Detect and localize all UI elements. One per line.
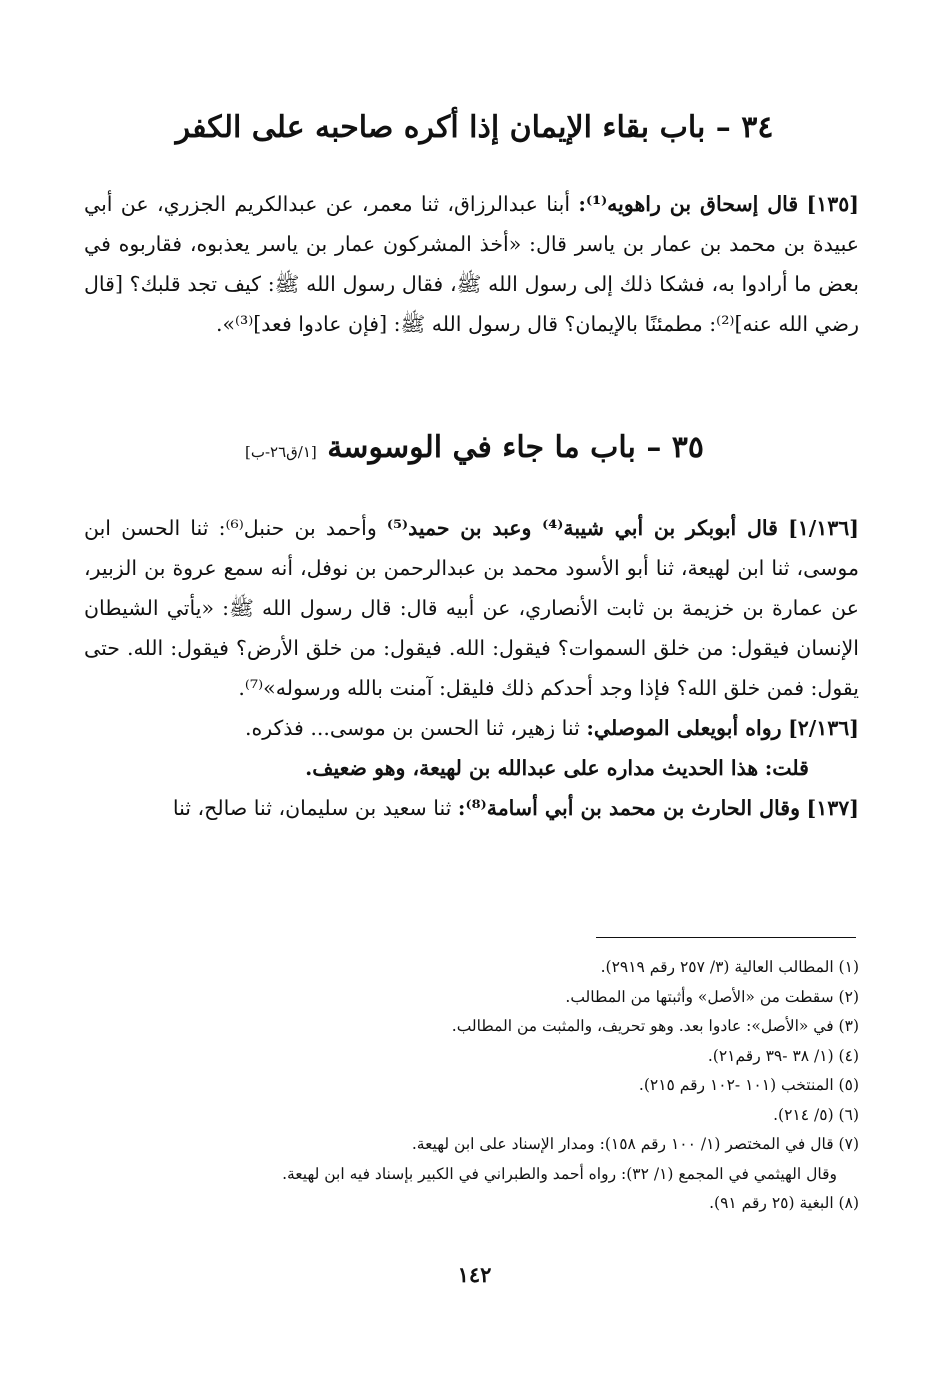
author-note-lead: قلت: <box>764 756 809 780</box>
hadith-136-2-narrator: رواه أبويعلى الموصلي: <box>586 716 782 740</box>
section-35-title: ٣٥ – باب ما جاء في الوسوسة <box>327 430 705 465</box>
hadith-137-text: ثنا سعيد بن سليمان، ثنا صالح، ثنا <box>172 796 452 820</box>
footnote-2: (٢) سقطت من «الأصل» وأثبتها من المطالب. <box>565 987 859 1006</box>
hadith-136-2 <box>84 708 859 748</box>
hadith-137 <box>84 788 859 828</box>
footnote-7: (٧) قال في المختصر (١/ ١٠٠ رقم ١٥٨): ومدار الإسناد على ابن لهيعة. <box>411 1135 859 1153</box>
hadith-136-1 <box>84 508 859 708</box>
hadith-137-narrator: وقال الحارث بن محمد بن أبي أسامة⁽⁸⁾: <box>457 796 801 820</box>
manuscript-folio-ref: [١/ق٢٦-ب] <box>244 443 317 461</box>
hadith-137-number: [١٣٧] <box>806 796 859 820</box>
footnote-5: (٥) المنتخب (١٠١ -١٠٢ رقم ٢١٥). <box>638 1076 859 1094</box>
hadith-135-number: [١٣٥] <box>806 192 859 216</box>
hadith-135 <box>84 184 859 344</box>
footnote-8: (٨) البغية (٢٥ رقم ٩١). <box>709 1194 859 1212</box>
hadith-136-1-text: وأحمد بن حنبل⁽⁶⁾: ثنا الحسن ابن موسى، ثنا ابن لهيعة، ثنا أبو الأسود محمد بن عبدالرحمن بن نوفل، أنه سمع عروة بن الزبير، عن عمارة بن خزيمة بن ثابت الأنصاري، عن أبيه قال: قال رسول الله ﷺ: «يأتي الشيطان الإنسان فيقول: من خلق السموات؟ فيقول: الله. فيقول: من خلق الأرض؟ فيقول: الله. حتى يقول: فمن خلق الله؟ فإذا وجد أحدكم ذلك فليقل: آمنت بالله ورسوله»⁽⁷⁾. <box>84 516 859 700</box>
hadith-136-1-narrator: قال أبوبكر بن أبي شيبة⁽⁴⁾ وعبد بن حميد⁽⁵⁾ <box>386 516 778 540</box>
hadith-136-1-number: [١/١٣٦] <box>788 516 859 540</box>
author-note <box>84 748 859 788</box>
hadith-136-2-number: [٢/١٣٦] <box>788 716 859 740</box>
footnote-6: (٦) (٥/ ٢١٤). <box>773 1105 859 1124</box>
hadith-135-narrator: قال إسحاق بن راهويه⁽¹⁾: <box>578 192 799 216</box>
footnote-3: (٣) في «الأصل»: عادوا بعد. وهو تحريف، والمثبت من المطالب. <box>451 1017 859 1035</box>
footnote-7-continued: وقال الهيثمي في المجمع (١/ ٣٢): رواه أحمد والطبراني في الكبير بإسناد فيه ابن لهيعة. <box>282 1164 837 1183</box>
footnotes <box>140 953 859 1219</box>
footnote-4: (٤) (١/ ٣٨ -٣٩ رقم٢١). <box>707 1046 859 1065</box>
footnote-separator <box>596 937 856 938</box>
page-number: ١٤٢ <box>457 1262 492 1287</box>
footnote-1: (١) المطالب العالية (٣/ ٢٥٧ رقم ٢٩١٩). <box>600 958 859 976</box>
hadith-136-2-text: ثنا زهير، ثنا الحسن بن موسى... فذكره. <box>244 716 580 740</box>
section-35-heading <box>0 428 949 472</box>
hadith-135-text: أبنا عبدالرزاق، ثنا معمر، عن عبدالكريم الجزري، عن أبي عبيدة بن محمد بن عمار بن ياسر قال: «أخذ المشركون عمار بن ياسر يعذبوه، فقاربوه في بعض ما أرادوا به، فشكا ذلك إلى رسول الله ﷺ، فقال رسول الله ﷺ: كيف تجد قلبك؟ [قال رضي الله عنه]⁽²⁾: مطمئنًا بالإيمان؟ قال رسول الله ﷺ: [فإن عادوا فعد]⁽³⁾». <box>84 192 859 336</box>
author-note-text: هذا الحديث مداره على عبدالله بن لهيعة، وهو ضعيف. <box>305 756 759 780</box>
section-34-title: ٣٤ – باب بقاء الإيمان إذا أكره صاحبه على الكفر <box>175 110 774 145</box>
section-35-body <box>84 508 859 828</box>
